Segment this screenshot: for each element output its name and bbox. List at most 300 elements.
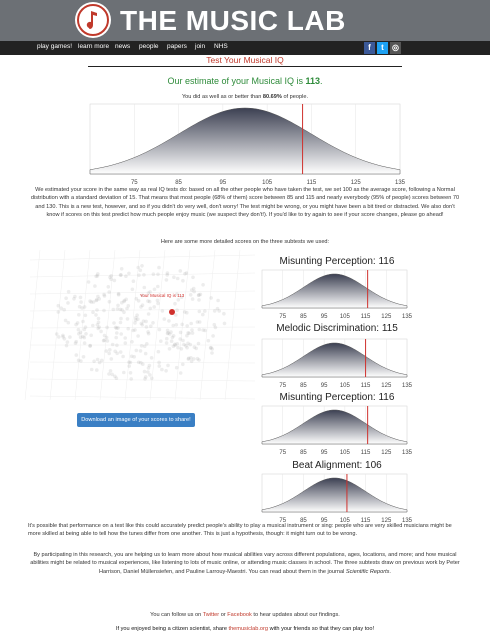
scatter-point <box>83 336 87 340</box>
scatter-point <box>197 298 201 302</box>
page-title: Test Your Musical IQ <box>206 55 284 65</box>
scatter-point <box>129 377 133 381</box>
grid-line <box>30 255 255 260</box>
scatter-point <box>207 339 211 343</box>
x-tick-label: 135 <box>401 383 413 389</box>
x-tick-label: 95 <box>320 383 328 389</box>
x-tick-label: 115 <box>360 314 371 320</box>
x-tick-label: 105 <box>339 383 350 389</box>
scatter-point <box>183 310 187 314</box>
scatter-point <box>210 351 214 355</box>
scatter-point <box>77 328 81 332</box>
scatter-point <box>130 355 134 359</box>
scatter-point <box>95 368 99 372</box>
scatter-point <box>152 272 156 276</box>
x-tick-label: 105 <box>339 450 350 456</box>
scatter-point <box>176 346 180 350</box>
instagram-icon[interactable]: ◎ <box>390 42 401 54</box>
scatter-point <box>152 305 156 309</box>
scatter-point <box>141 303 145 307</box>
scatter-point <box>108 348 112 352</box>
scatter-point <box>143 370 147 374</box>
scatter-point <box>137 273 141 277</box>
nav-join[interactable]: join <box>195 43 206 50</box>
scatter-point <box>145 342 149 346</box>
scatter-point <box>144 352 148 356</box>
scatter-point <box>149 324 153 328</box>
scatter-point <box>122 311 126 315</box>
x-tick-label: 95 <box>320 518 328 524</box>
scatter-point <box>77 313 81 317</box>
scatter-point <box>148 300 152 304</box>
scatter-point <box>186 331 190 335</box>
scatter-point <box>175 323 179 327</box>
scatter-point <box>190 360 194 364</box>
brain-note-icon <box>75 2 111 38</box>
scatter-point <box>57 304 61 308</box>
scatter-point <box>201 313 205 317</box>
facebook-link[interactable]: Facebook <box>227 612 252 618</box>
scatter-point <box>67 290 71 294</box>
scatter-point <box>153 288 157 292</box>
scatter-point <box>92 360 96 364</box>
scatter-point <box>88 299 92 303</box>
scatter-point <box>79 300 83 304</box>
x-tick-label: 125 <box>381 314 392 320</box>
scatter-point <box>158 328 162 332</box>
x-tick-label: 75 <box>279 314 287 320</box>
twitter-link[interactable]: Twitter <box>202 612 220 618</box>
scatter-point <box>115 331 119 335</box>
percentile-text: You did as well as or better than 80.69% of people. <box>181 94 309 100</box>
scatter-point <box>180 323 184 327</box>
scatter-point <box>223 322 227 326</box>
x-tick-label: 135 <box>401 314 413 320</box>
scatter-point <box>114 336 118 340</box>
scatter-point <box>105 349 109 353</box>
grid-line <box>30 379 255 381</box>
scatter-point <box>173 343 177 347</box>
scatter-point <box>143 286 147 290</box>
scatter-point <box>149 307 153 311</box>
main-distribution-chart <box>90 104 406 186</box>
scatter-point <box>94 275 98 279</box>
scatter-point <box>66 340 70 344</box>
scatter-point <box>198 310 202 314</box>
scatter-point <box>189 293 193 297</box>
scatter-point <box>115 344 119 348</box>
scatter-point <box>161 309 165 313</box>
scatter-point <box>126 317 130 321</box>
scatter-point <box>170 339 174 343</box>
scatter-point <box>185 324 189 328</box>
scatter-point <box>179 371 183 375</box>
scatter-point <box>177 298 181 302</box>
scatter-point <box>190 288 194 292</box>
x-tick-label: 105 <box>339 314 350 320</box>
scatter-point <box>165 278 169 282</box>
x-tick-label: 115 <box>306 180 317 186</box>
scatter-point <box>201 283 205 287</box>
scatter-point <box>129 371 133 375</box>
x-tick-label: 125 <box>350 180 361 186</box>
main-nav <box>0 41 490 55</box>
scatter-visualization <box>30 250 255 400</box>
scatter-point <box>156 302 160 306</box>
grid-line <box>30 327 255 328</box>
scatter-point <box>191 297 195 301</box>
facebook-icon[interactable]: f <box>364 42 375 54</box>
scatter-point <box>148 364 152 368</box>
scatter-point <box>116 307 120 311</box>
scatter-point <box>123 336 127 340</box>
scatter-point <box>110 357 114 361</box>
scatter-point <box>159 339 163 343</box>
nav-news[interactable]: news <box>115 43 131 50</box>
scatter-point <box>172 275 176 279</box>
scatter-point <box>79 359 83 363</box>
scatter-point <box>107 290 111 294</box>
x-tick-label: 95 <box>320 450 328 456</box>
nav-nhs[interactable]: NHS <box>214 43 228 50</box>
scatter-point <box>171 336 175 340</box>
explanation-text: We estimated your score in the same way as real IQ tests do: based on all the other people who have taken the test, we set 100 as the average score, following a Normal distribution with a standard deviation of 15. That means that most people (68% of them) score between 85 and 115 and nearly everybody (95% of people) scores between 70 and 130. This is a new test, however, and so if you didn't do very well, don't worry! The test might be wrong, or you might have been a bit tired or distracted. We also don't know if scores on this test predict how much people enjoy music (we suspect they don't!). If you'd like to try again to see if your score changes, please go ahead! <box>30 187 460 218</box>
scatter-point <box>121 355 125 359</box>
x-tick-label: 75 <box>279 450 287 456</box>
scatter-point <box>64 319 68 323</box>
scatter-point <box>84 332 88 336</box>
scatter-point <box>98 361 102 365</box>
scatter-point <box>166 364 170 368</box>
scatter-point <box>176 277 180 281</box>
scatter-point <box>113 279 117 283</box>
scatter-point <box>179 331 183 335</box>
scatter-point <box>119 321 123 325</box>
scatter-point <box>174 313 178 317</box>
scatter-point <box>87 280 91 284</box>
nav-papers[interactable]: papers <box>167 43 187 50</box>
scatter-point <box>108 276 112 280</box>
x-tick-label: 125 <box>381 383 392 389</box>
nav-play-games[interactable]: play games! <box>37 43 73 50</box>
scatter-point <box>140 344 144 348</box>
subtest-title: Beat Alignment: 106 <box>292 460 382 471</box>
scatter-point <box>166 329 170 333</box>
scatter-point <box>63 337 67 341</box>
hypothesis-paragraph: It's possible that performance on a test like this could accurately predict people's ability to play a musical instrument or sing: people who are very skilled musicians might be more skilled at being able to tell how the tunes differ from one another. This is just a hypothesis, though: it might turn out to be wrong. <box>28 523 452 538</box>
scatter-point <box>91 310 95 314</box>
scatter-point <box>211 334 215 338</box>
scatter-point <box>198 328 202 332</box>
scatter-point <box>103 334 107 338</box>
scatter-point <box>79 335 83 339</box>
scatter-point <box>144 320 148 324</box>
scatter-point <box>136 334 140 338</box>
scatter-point <box>203 309 207 313</box>
scatter-point <box>64 296 68 300</box>
scatter-point <box>57 310 61 314</box>
scatter-point <box>139 349 143 353</box>
scatter-point <box>156 285 160 289</box>
scatter-point <box>164 369 168 373</box>
scatter-point <box>209 346 213 350</box>
scatter-point <box>115 326 119 330</box>
subtests-intro: Here are some more detailed scores on the three subtests we used: <box>160 239 330 245</box>
iq-estimate: Our estimate of your Musical IQ is 113. <box>167 76 323 86</box>
grid-line <box>125 250 140 400</box>
scatter-point <box>222 312 226 316</box>
scatter-point <box>171 324 175 328</box>
x-tick-label: 85 <box>300 518 307 524</box>
grid-line <box>25 250 40 400</box>
scatter-point <box>147 312 151 316</box>
scatter-point <box>65 344 69 348</box>
scatter-point <box>106 339 110 343</box>
scatter-point <box>81 320 85 324</box>
scatter-point <box>209 296 213 300</box>
scatter-point <box>76 321 80 325</box>
twitter-icon[interactable]: t <box>377 42 388 54</box>
share-text: If you enjoyed being a citizen scientist, share themusiclab.org with your friends so that they can play too! <box>115 626 375 632</box>
distribution-curve <box>262 274 407 308</box>
scatter-point <box>55 332 59 336</box>
research-paragraph: By participating in this research, you are helping us to learn more about how musical abilities vary across different populations, ages, locations, and more; and how musical abilities might be related to musical experiences, like listening to lots of music online, or attending music classes in school. The three subtests draw on previous work by Peter Harrison, Daniel Müllensiefen, and Pauline Larrouy-Maestri. You can read about them in the journal Scientific Reports. <box>30 552 460 575</box>
scatter-point <box>166 271 170 275</box>
scatter-point <box>68 335 72 339</box>
scatter-point <box>119 317 123 321</box>
site-title[interactable]: THE MUSIC LAB <box>120 5 346 36</box>
scatter-point <box>150 377 154 381</box>
scatter-point <box>143 377 147 381</box>
scatter-point <box>72 297 76 301</box>
subtest-chart <box>262 474 413 524</box>
scatter-point <box>116 304 120 308</box>
scatter-point <box>156 273 160 277</box>
scatter-point <box>66 301 70 305</box>
scatter-point <box>74 341 78 345</box>
scatter-point <box>84 314 88 318</box>
scatter-point <box>168 347 172 351</box>
scatter-point <box>129 361 133 365</box>
scatter-point <box>141 323 145 327</box>
grid-line <box>225 250 240 400</box>
scatter-point <box>112 321 116 325</box>
scatter-point <box>57 335 61 339</box>
subtest-title: Misunting Perception: 116 <box>279 256 395 267</box>
your-score-label: Your Musical IQ is 113 <box>139 293 185 298</box>
scatter-point <box>108 300 112 304</box>
scatter-point <box>91 324 95 328</box>
scatter-point <box>96 323 100 327</box>
nav-learn-more[interactable]: learn more <box>78 43 110 50</box>
scatter-point <box>175 366 179 370</box>
x-tick-label: 75 <box>130 180 138 186</box>
scatter-point <box>59 306 63 310</box>
download-scores-button[interactable]: Download an image of your scores to share! <box>77 413 195 427</box>
scatter-point <box>79 296 83 300</box>
scatter-point <box>127 364 131 368</box>
scatter-point <box>99 330 103 334</box>
scatter-point <box>119 332 123 336</box>
scatter-point <box>107 372 111 376</box>
scatter-point <box>187 357 191 361</box>
music-lab-logo[interactable] <box>75 2 111 38</box>
subtest-chart <box>262 406 413 456</box>
distribution-curve <box>262 343 407 377</box>
scatter-point <box>131 288 135 292</box>
distribution-curve <box>262 478 407 512</box>
scatter-point <box>124 298 128 302</box>
scatter-point <box>181 363 185 367</box>
scatter-point <box>131 329 135 333</box>
scatter-point <box>127 272 131 276</box>
scatter-point <box>139 361 143 365</box>
scatter-point <box>165 337 169 341</box>
x-tick-label: 125 <box>381 450 392 456</box>
scatter-point <box>96 295 100 299</box>
scatter-point <box>132 279 136 283</box>
scatter-point <box>94 313 98 317</box>
scatter-point <box>183 272 187 276</box>
scatter-point <box>173 302 177 306</box>
scatter-point <box>160 368 164 372</box>
x-tick-label: 85 <box>300 383 307 389</box>
site-banner <box>0 0 490 41</box>
scatter-point <box>216 299 220 303</box>
x-tick-label: 135 <box>394 180 406 186</box>
x-tick-label: 115 <box>360 383 371 389</box>
scatter-point <box>157 266 161 270</box>
scatter-point <box>109 369 113 373</box>
your-score-point <box>169 309 175 315</box>
scatter-point <box>142 273 146 277</box>
scatter-point <box>194 347 198 351</box>
scatter-point <box>115 376 119 380</box>
scatter-point <box>196 320 200 324</box>
x-tick-label: 95 <box>219 180 227 186</box>
x-tick-label: 75 <box>279 383 287 389</box>
x-tick-label: 75 <box>279 518 287 524</box>
x-tick-label: 115 <box>360 450 371 456</box>
scatter-point <box>90 368 94 372</box>
scatter-point <box>181 339 185 343</box>
grid-line <box>50 250 65 400</box>
scatter-point <box>95 308 99 312</box>
scatter-point <box>93 284 97 288</box>
scatter-point <box>201 328 205 332</box>
scatter-point <box>191 331 195 335</box>
scatter-point <box>158 364 162 368</box>
scatter-point <box>135 297 139 301</box>
scatter-point <box>89 334 93 338</box>
scatter-point <box>124 274 128 278</box>
subtest-chart <box>262 270 413 320</box>
distribution-curve <box>90 108 400 174</box>
subtest-title: Misunting Perception: 116 <box>279 392 395 403</box>
scatter-point <box>188 343 192 347</box>
scatter-point <box>146 330 150 334</box>
x-tick-label: 85 <box>300 314 307 320</box>
scatter-point <box>150 356 154 360</box>
x-tick-label: 135 <box>401 518 413 524</box>
scatter-point <box>83 341 87 345</box>
scatter-point <box>117 292 121 296</box>
scatter-point <box>180 347 184 351</box>
scatter-point <box>83 328 87 332</box>
grid-line <box>30 396 255 399</box>
scatter-point <box>102 309 106 313</box>
scatter-point <box>199 293 203 297</box>
scatter-point <box>119 350 123 354</box>
scatter-point <box>157 350 161 354</box>
scatter-point <box>119 273 123 277</box>
scatter-point <box>135 313 139 317</box>
scatter-point <box>102 293 106 297</box>
subtest-title: Melodic Discrimination: 115 <box>276 323 398 334</box>
journal-link[interactable]: Scientific Reports <box>345 568 390 575</box>
scatter-point <box>213 309 217 313</box>
scatter-point <box>169 330 173 334</box>
scatter-point <box>96 358 100 362</box>
scatter-point <box>82 355 86 359</box>
scatter-point <box>61 334 65 338</box>
x-tick-label: 135 <box>401 450 413 456</box>
scatter-point <box>107 285 111 289</box>
scatter-point <box>126 327 130 331</box>
x-tick-label: 105 <box>339 518 350 524</box>
scatter-point <box>88 344 92 348</box>
scatter-point <box>197 342 201 346</box>
scatter-point <box>181 279 185 283</box>
scatter-point <box>145 325 149 329</box>
scatter-point <box>140 264 144 268</box>
scatter-point <box>130 340 134 344</box>
scatter-point <box>103 338 107 342</box>
scatter-point <box>105 326 109 330</box>
scatter-point <box>120 267 124 271</box>
scatter-point <box>122 371 126 375</box>
scatter-point <box>113 350 117 354</box>
scatter-point <box>214 326 218 330</box>
scatter-point <box>189 322 193 326</box>
scatter-point <box>175 308 179 312</box>
x-tick-label: 105 <box>262 180 273 186</box>
scatter-point <box>151 321 155 325</box>
x-tick-label: 95 <box>320 314 328 320</box>
x-tick-label: 85 <box>300 450 307 456</box>
follow-text: You can follow us on Twitter or Facebook to hear updates about our findings. <box>150 612 340 618</box>
nav-people[interactable]: people <box>139 43 159 50</box>
scatter-point <box>156 299 160 303</box>
x-tick-label: 115 <box>360 518 371 524</box>
x-tick-label: 85 <box>175 180 182 186</box>
title-divider <box>88 66 402 67</box>
scatter-point <box>190 328 194 332</box>
scatter-point <box>217 309 221 313</box>
scatter-point <box>124 341 128 345</box>
share-link[interactable]: themusiclab.org <box>228 626 269 632</box>
scatter-point <box>157 361 161 365</box>
scatter-point <box>107 352 111 356</box>
scatter-point <box>146 370 150 374</box>
scatter-point <box>80 306 84 310</box>
scatter-point <box>165 341 169 345</box>
scatter-point <box>191 276 195 280</box>
scatter-point <box>75 353 79 357</box>
subtest-chart <box>262 339 413 389</box>
scatter-point <box>135 349 139 353</box>
scatter-point <box>136 266 140 270</box>
